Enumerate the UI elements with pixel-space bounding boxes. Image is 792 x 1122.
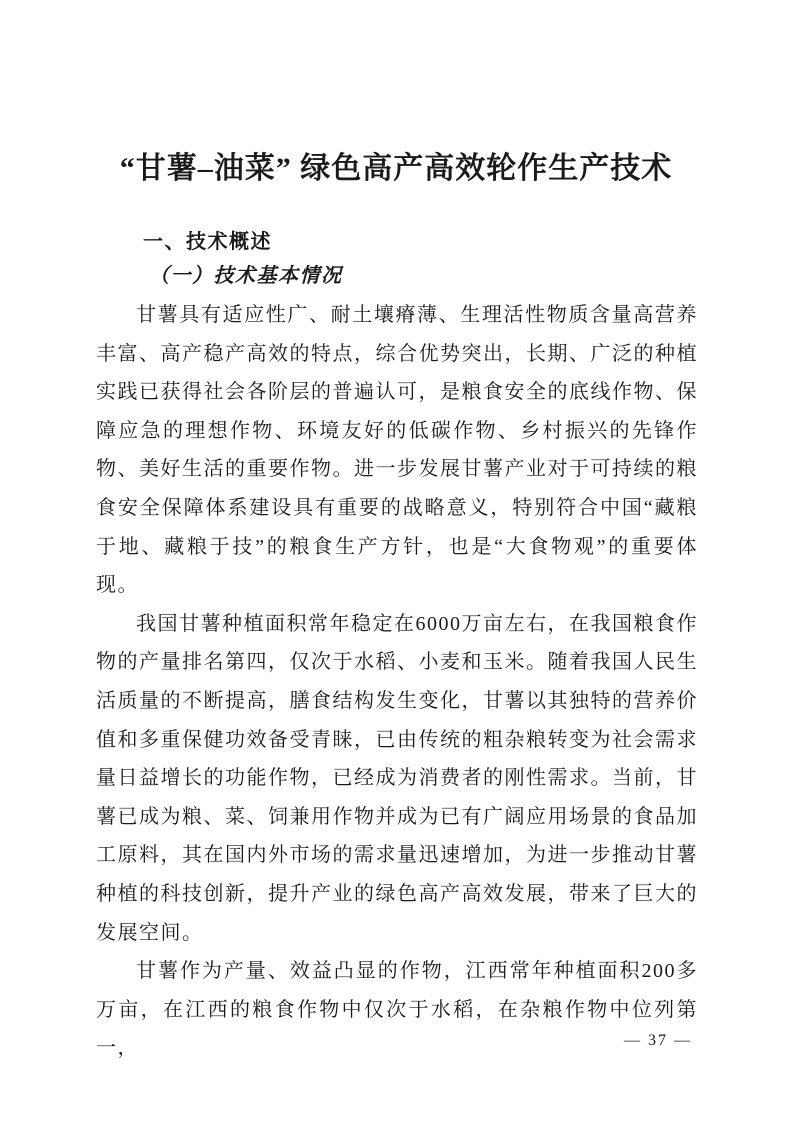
document-title: “甘薯–油菜” 绿色高产高效轮作生产技术 [119,152,673,185]
paragraph-technology-overview: 甘薯具有适应性广、耐土壤瘠薄、生理活性物质含量高营养丰富、高产稳产高效的特点，综合优势突出，长期、广泛的种植实践已获得社会各阶层的普遍认可，是粮食安全的底线作物、保障应急的理想作物、环境友好的低碳作物、乡村振兴的先锋作物、美好生活的重要作物。进一步发展甘薯产业对于可持续的粮食安全保障体系建设具有重要的战略意义，特别符合中国“藏粮于地、藏粮于技”的粮食生产方针，也是“大食物观”的重要体现。 [96,304,698,597]
section-heading: 一、技术概述 [143,231,272,253]
subsection-heading: （一）技术基本情况 [149,265,343,287]
paragraph-jiangxi-planting: 甘薯作为产量、效益凸显的作物，江西常年种植面积200多万亩，在江西的粮食作物中仅次于水稻，在杂粮作物中位列第一， [96,960,698,1060]
body-text [96,296,698,1068]
paragraph-national-planting: 我国甘薯种植面积常年稳定在6000万亩左右，在我国粮食作物的产量排名第四，仅次于水稻、小麦和玉米。随着我国人民生活质量的不断提高，膳食结构发生变化，甘薯以其独特的营养价值和多重保健功效备受青睐，已由传统的粗杂粮转变为社会需求量日益增长的功能作物，已经成为消费者的刚性需求。当前，甘薯已成为粮、菜、饲兼用作物并成为已有广阔应用场景的食品加工原料，其在国内外市场的需求量迅速增加，为进一步推动甘薯种植的科技创新，提升产业的绿色高产高效发展，带来了巨大的发展空间。 [96,612,698,944]
page-number: — 37 — [624,1032,692,1049]
